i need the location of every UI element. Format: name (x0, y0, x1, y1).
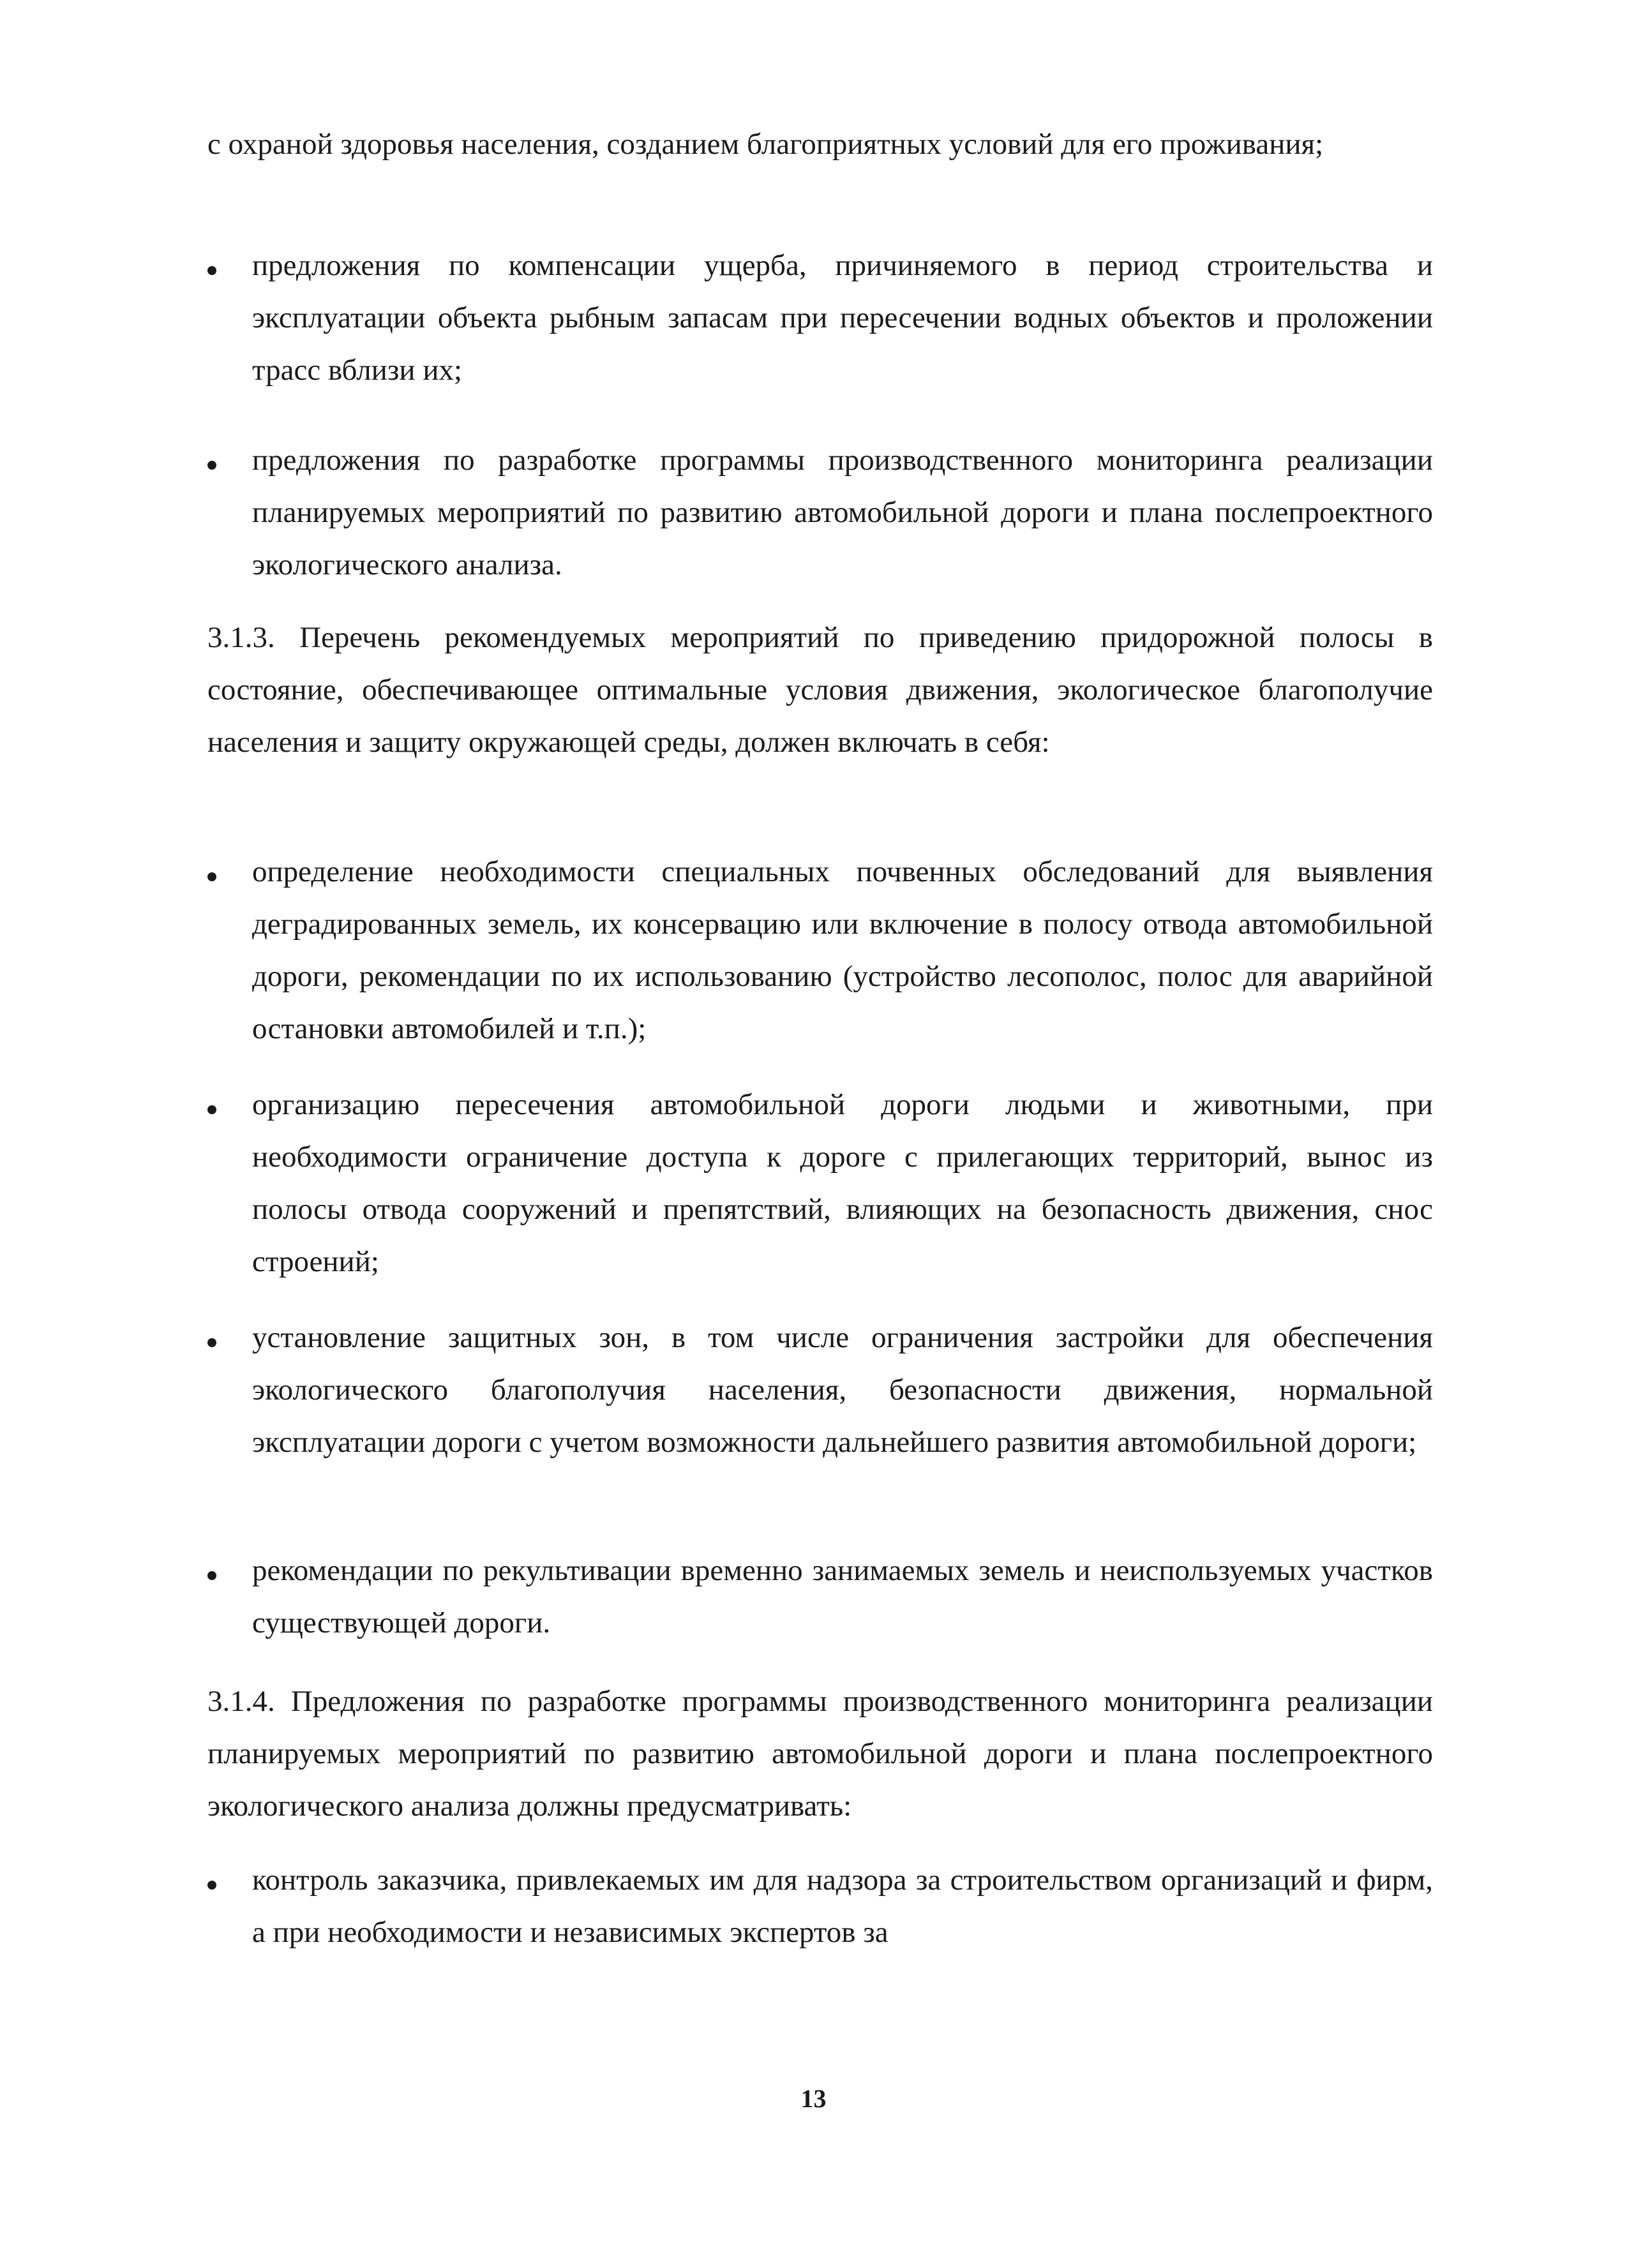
list-item (207, 239, 1433, 396)
list-item (207, 434, 1433, 591)
bullet-icon (207, 846, 252, 898)
list-item (207, 1311, 1433, 1468)
bullet-icon (207, 1078, 252, 1131)
continuation-text: с охраной здоровья населения, созданием благоприятных условий для его проживания; (207, 128, 1324, 161)
list-item-text: определение необходимости специальных почвенных обследований для выявления деградированных земель, их консервацию или включение в полосу отвода автомобильной дороги, рекомендации по их использованию (устройство лесополос, полос для аварийной остановки автомобилей и т.п.); (252, 855, 1433, 1045)
section-3-1-4 (207, 1675, 1433, 1832)
list-item (207, 1078, 1433, 1288)
bullet-icon (207, 239, 252, 292)
page-number: 13 (800, 2084, 827, 2113)
list-item-text: контроль заказчика, привлекаемых им для надзора за строительством организаций и фирм, а при необходимости и независимых экспертов за (252, 1863, 1433, 1949)
bullet-icon (207, 1311, 252, 1364)
list-item-text: предложения по разработке программы производственного мониторинга реализации планируемых мероприятий по развитию автомобильной дороги и плана послепроектного экологического анализа. (252, 444, 1433, 581)
bullet-icon (207, 1854, 252, 1906)
section-3-1-3-text: 3.1.3. Перечень рекомендуемых мероприятий по приведению придорожной полосы в состояние, обеспечивающее оптимальные условия движения, экологическое благополучие населения и защиту окружающей среды, должен включать в себя: (207, 621, 1433, 759)
list-item-text: рекомендации по рекультивации временно занимаемых земель и неиспользуемых участков существующей дороги. (252, 1554, 1433, 1639)
bullet-icon (207, 1544, 252, 1597)
list-item-text: предложения по компенсации ущерба, причиняемого в период строительства и эксплуатации объекта рыбным запасам при пересечении водных объектов и проложении трасс вблизи их; (252, 249, 1433, 387)
continuation-paragraph (207, 118, 1433, 170)
bullet-icon (207, 434, 252, 486)
list-item-text: организацию пересечения автомобильной дороги людьми и животными, при необходимости ограничение доступа к дороге с прилегающих территорий, вынос из полосы отвода сооружений и препятствий, влияющих на безопасность движения, снос строений; (252, 1088, 1433, 1278)
section-3-1-4-text: 3.1.4. Предложения по разработке программы производственного мониторинга реализации планируемых мероприятий по развитию автомобильной дороги и плана послепроектного экологического анализа должны предусматривать: (207, 1685, 1433, 1823)
list-item (207, 1544, 1433, 1649)
list-item (207, 1854, 1433, 1958)
section-3-1-3 (207, 611, 1433, 768)
list-item (207, 846, 1433, 1055)
list-item-text: установление защитных зон, в том числе ограничения застройки для обеспечения экологического благополучия населения, безопасности движения, нормальной эксплуатации дороги с учетом возможности дальнейшего развития автомобильной дороги; (252, 1321, 1433, 1459)
